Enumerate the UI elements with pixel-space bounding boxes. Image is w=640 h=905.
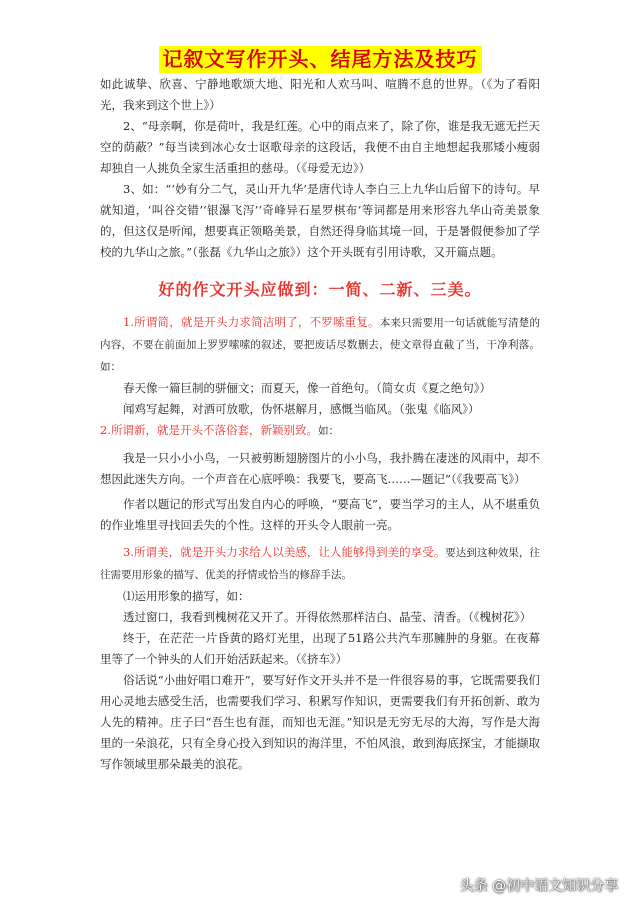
section-simple-text: 本来只需要用一句话就能写清楚的内容，不要在前面加上罗罗嗦嗦的叙述，要把废话尽数删去，使文章得直截了当，干净利落。如：: [100, 317, 540, 373]
paragraph-example-3: 3、如：“‘妙有分二气，灵山开九华’是唐代诗人李白三上九华山后留下的诗句。早就知道，‘叫谷交错’‘银瀑飞泻’‘奇峰异石星罗棋布’等词都是用来形容九华山奇美景象的，但这仅是听闻，想要真正领略美景，自然还得身临其境一回，于是暑假便参加了学校的九华山之旅。”（张磊《九华山之旅》）这个开头既有引用诗歌，又开篇点题。: [100, 182, 540, 259]
section-simple-heading: 1.所谓简，就是开头力求简洁明了，不罗嗦重复。: [123, 315, 380, 329]
section-beauty-text: 要达到这种效果，往往需要用形象的描写、优美的抒情或恰当的修辞手法。: [100, 547, 540, 581]
simple-example-1: 春天像一篇巨制的骈俪文；而夏天，像一首绝句。（简女贞《夏之绝句》）: [123, 381, 491, 395]
section-beauty: [100, 542, 540, 586]
new-example-2: 作者以题记的形式写出发自内心的呼唤，“要高飞”，要当学习的主人，从不堪重负的作业堆里寻找回丢失的个性。这样的开头令人眼前一亮。: [100, 497, 540, 532]
section-new: [100, 420, 540, 442]
section-new-heading: 2.所谓新，就是开头不落俗套，新颖别致。: [100, 423, 318, 437]
new-example-1: 我是一只小小小鸟，一只被剪断翅膀图片的小小鸟，我扑腾在凄迷的风雨中，却不想因此迷失方向。一个声音在心底呼唤：我要飞，要高飞……—题记”（《我要高飞》）: [100, 451, 540, 486]
beauty-item-1: ⑴运用形象的描写，如：: [123, 589, 250, 603]
paragraph-continued: 如此诚挚、欣喜、宁静地歌颂大地、阳光和人欢马叫、喧腾不息的世界。（《为了看阳光，我来到这个世上》）: [100, 77, 540, 112]
document-body: [100, 74, 540, 775]
simple-example-2: 闻鸡写起舞，对酒可放歌，伪怀堪解月，感慨当临风。（张鬼《临风》）: [123, 402, 480, 416]
beauty-example-2: 终于，在茫茫一片昏黄的路灯光里，出现了51路公共汽车那臃肿的身躯。在夜幕里等了一个钟头的人们开始活跃起来。（《挤车》）: [100, 631, 540, 666]
paragraph-example-2: 2、“母亲啊，你是荷叶，我是红莲。心中的雨点来了，除了你，谁是我无遮无拦天空的荫蔽？”每当读到冰心女士讴歌母亲的这段话，我便不由自主地想起我那矮小瘦弱却独自一人挑负全家生活重担的慈母。（《母爱无边》）: [100, 119, 540, 175]
section-new-tail: 如：: [317, 425, 339, 437]
section-simple: [100, 312, 540, 378]
sub-heading: 好的作文开头应做到：一简、二新、三美。: [158, 280, 482, 299]
section-beauty-heading: 3.所谓美，就是开头力求给人以美感，让人能够得到美的享受。: [123, 545, 446, 559]
title-wrap: [0, 46, 640, 73]
beauty-example-1: 透过窗口，我看到槐树花又开了。开得依然那样洁白、晶莹、清香。（《槐树花》）: [123, 610, 532, 624]
beauty-example-3: 俗话说“小曲好唱口难开”，要写好作文开头并不是一件很容易的事，它既需要我们用心灵地去感受生活，也需要我们学习、积累写作知识，更需要我们有开拓创新、敢为人先的精神。庄子曰“吾生也有涯，而知也无涯。”知识是无穷无尽的大海，写作是大海里的一朵浪花，只有全身心投入到知识的海洋里，不怕风浪，敢到海底探宝，才能撷取写作领域里那朵最美的浪花。: [100, 673, 540, 771]
watermark: 头条 @初中语文知识分享: [459, 878, 618, 894]
document-title: 记叙文写作开头、结尾方法及技巧: [159, 46, 482, 73]
